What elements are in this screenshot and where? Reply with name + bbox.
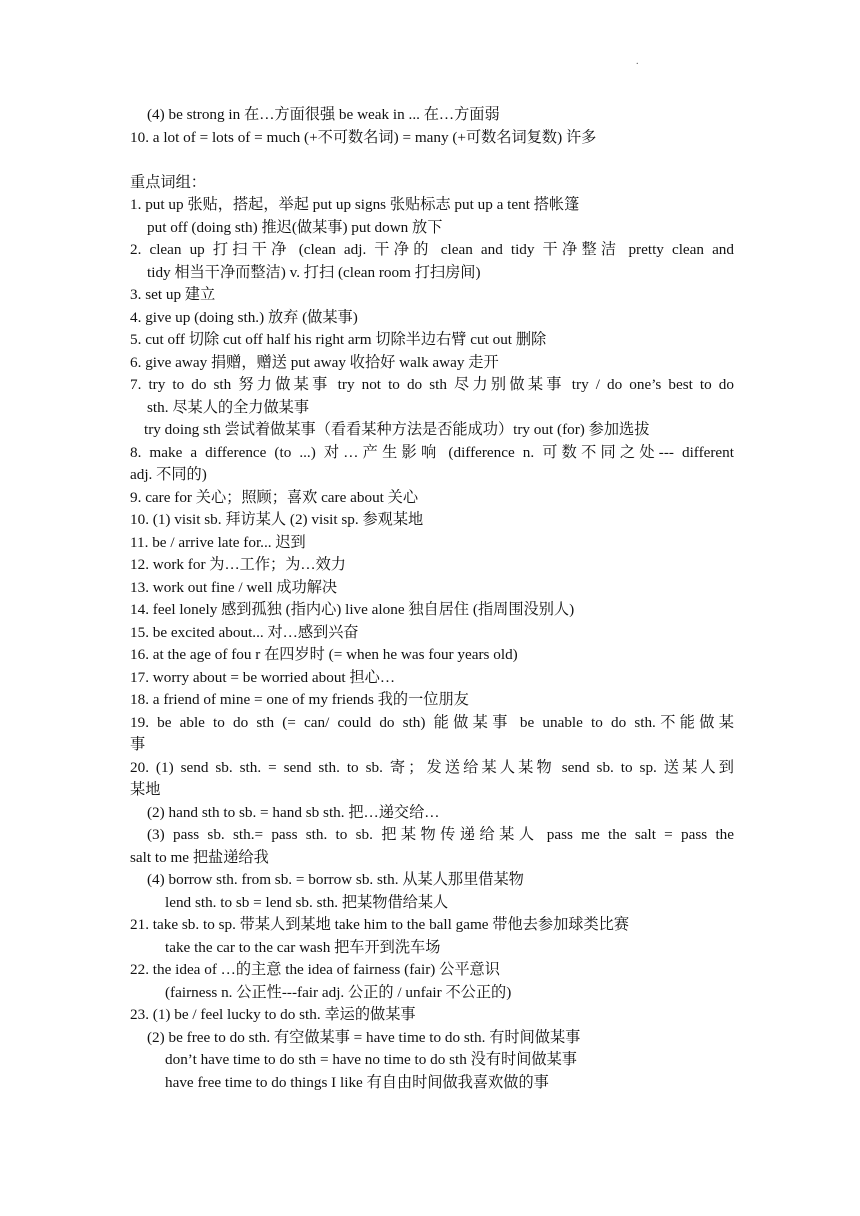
- text-line: lend sth. to sb = lend sb. sth. 把某物借给某人: [165, 893, 449, 911]
- text-line: (3) pass sb. sth.= pass sth. to sb. 把某物传递给某人 pass me the salt = pass the: [147, 826, 734, 843]
- text-line: 11. be / arrive late for... 迟到: [130, 533, 306, 551]
- text-line: 15. be excited about... 对…感到兴奋: [130, 623, 359, 641]
- text-line: tidy 相当干净而整洁) v. 打扫 (clean room 打扫房间): [147, 263, 481, 281]
- text-line: 某地: [130, 781, 161, 798]
- blank-line: [130, 149, 734, 172]
- text-line: 5. cut off 切除 cut off half his right arm 切除半边右臂 cut out 删除: [130, 331, 547, 348]
- text-line: 19. be able to do sth (= can/ could do sth) 能做某事 be unable to do sth.不能做某: [130, 713, 734, 731]
- text-line: 2. clean up 打扫干净 (clean adj. 干净的 clean and tidy 干净整洁 pretty clean and: [130, 241, 734, 258]
- text-line: 10. a lot of = lots of = much (+不可数名词) = many (+可数名词复数) 许多: [130, 128, 597, 146]
- text-line: 6. give away 捐赠，赠送 put away 收拾好 walk away 走开: [130, 353, 499, 371]
- text-line: put off (doing sth) 推迟(做某事) put down 放下: [147, 218, 443, 236]
- text-line: 9. care for 关心；照顾；喜欢 care about 关心: [130, 488, 419, 506]
- text-line: adj. 不同的): [130, 466, 207, 483]
- text-line: 13. work out fine / well 成功解决: [130, 578, 338, 596]
- text-line: 1. put up 张贴，搭起，举起 put up signs 张贴标志 put up a tent 搭帐篷: [130, 196, 580, 213]
- text-line: 17. worry about = be worried about 担心…: [130, 668, 396, 686]
- text-line: 16. at the age of fou r 在四岁时 (= when he was four years old): [130, 646, 518, 663]
- text-line: 23. (1) be / feel lucky to do sth. 幸运的做某事: [130, 1006, 416, 1023]
- text-line: (fairness n. 公正性---fair adj. 公正的 / unfair 不公正的): [165, 983, 512, 1001]
- text-line: take the car to the car wash 把车开到洗车场: [165, 938, 441, 956]
- text-line: 20. (1) send sb. sth. = send sth. to sb. 寄；发送给某人某物 send sb. to sp. 送某人到: [130, 758, 734, 776]
- text-line: 事: [130, 736, 146, 753]
- text-line: 3. set up 建立: [130, 286, 216, 303]
- text-line: 12. work for 为…工作；为…效力: [130, 556, 346, 573]
- text-line: 10. (1) visit sb. 拜访某人 (2) visit sp. 参观某地: [130, 511, 424, 528]
- text-line: 14. feel lonely 感到孤独 (指内心) live alone 独自居住 (指周围没别人): [130, 601, 575, 618]
- text-line: 22. the idea of …的主意 the idea of fairness (fair) 公平意识: [130, 961, 500, 978]
- text-line: (4) borrow sth. from sb. = borrow sb. sth. 从某人那里借某物: [147, 871, 524, 888]
- text-line: 4. give up (doing sth.) 放弃 (做某事): [130, 308, 358, 326]
- text-line: try doing sth 尝试着做某事（看看某种方法是否能成功）try out (for) 参加选拔: [144, 421, 650, 438]
- text-line: have free time to do things I like 有自由时间做我喜欢做的事: [165, 1073, 549, 1091]
- page-dot-mark: .: [636, 56, 639, 67]
- text-line: 18. a friend of mine = one of my friends 我的一位朋友: [130, 691, 469, 708]
- text-line: don’t have time to do sth = have no time to do sth 没有时间做某事: [165, 1051, 577, 1068]
- text-line: 8. make a difference (to ...) 对…产生影响 (difference n. 可数不同之处--- different: [130, 443, 734, 461]
- text-line: (4) be strong in 在…方面很强 be weak in ... 在…方面弱: [147, 106, 500, 123]
- text-line: 7. try to do sth 努力做某事 try not to do sth 尽力别做某事 try / do one’s best to do: [130, 376, 734, 393]
- section-heading: 重点词组：: [130, 173, 206, 191]
- text-line: sth. 尽某人的全力做某事: [147, 398, 310, 416]
- text-line: 21. take sb. to sp. 带某人到某地 take him to the ball game 带他去参加球类比赛: [130, 916, 630, 933]
- text-line: (2) be free to do sth. 有空做某事 = have time to do sth. 有时间做某事: [147, 1028, 581, 1046]
- document-body: [130, 104, 734, 1094]
- text-line: salt to me 把盐递给我: [130, 848, 269, 866]
- text-line: (2) hand sth to sb. = hand sb sth. 把…递交给…: [147, 803, 440, 821]
